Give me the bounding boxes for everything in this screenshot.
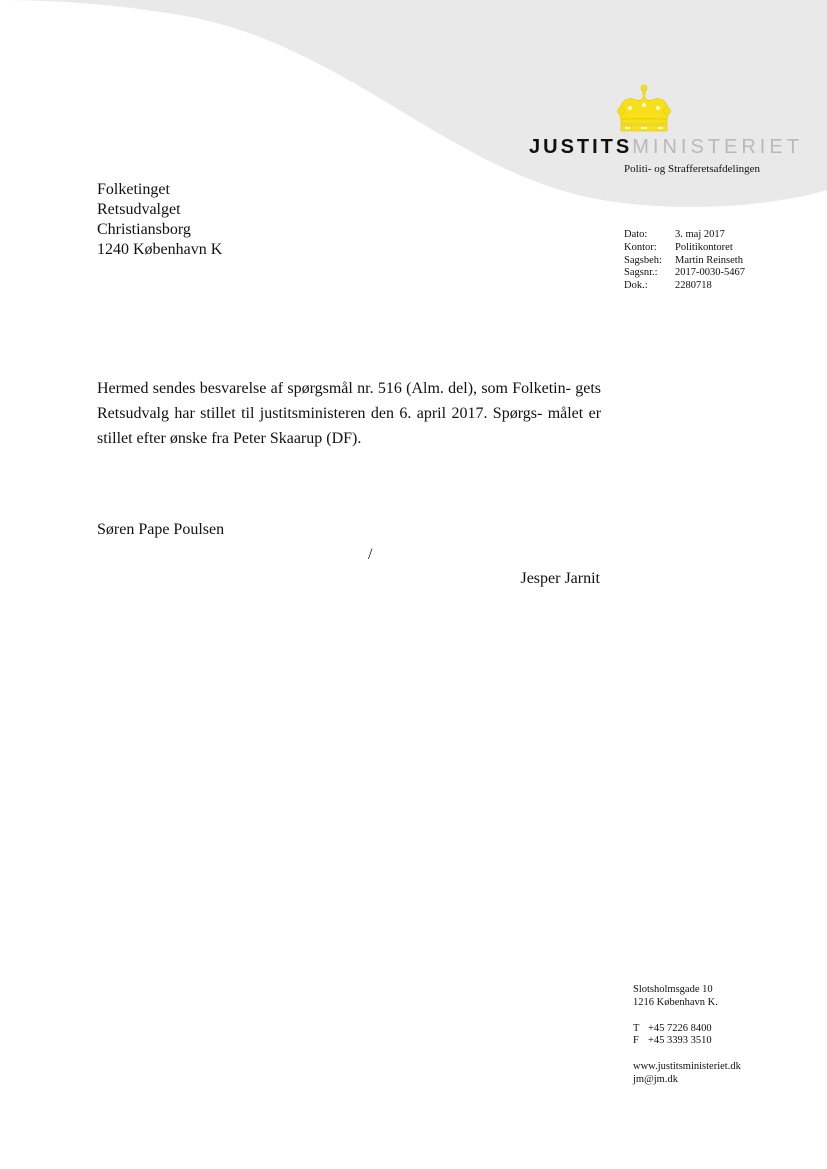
minister-signature: Søren Pape Poulsen xyxy=(97,521,225,538)
recipient-line: Retsudvalget xyxy=(97,201,181,218)
meta-value: Politikontoret xyxy=(675,241,733,253)
email-link[interactable]: jm@jm.dk xyxy=(633,1073,678,1085)
crown-icon xyxy=(615,83,673,133)
fax-number: +45 3393 3510 xyxy=(648,1035,712,1047)
recipient-line: Folketinget xyxy=(97,181,170,198)
meta-key: Sagsbeh: xyxy=(624,254,662,266)
meta-row-office xyxy=(624,242,745,255)
logo-word-light: MINISTERIET xyxy=(632,136,803,158)
body-line: gets Retsudvalg har stillet til justitsministeren den 6. april 2017. Spørgs- xyxy=(97,380,601,422)
logo-word-bold: JUSTITS xyxy=(529,136,633,158)
address-line: Slotsholmsgade 10 xyxy=(633,984,713,995)
meta-value: 2017-0030-5467 xyxy=(675,267,745,279)
recipient-line: Christiansborg xyxy=(97,221,191,238)
meta-row-date xyxy=(624,229,745,242)
phone-row xyxy=(633,1023,741,1036)
fax-label: F xyxy=(633,1035,639,1047)
meta-value: 2280718 xyxy=(675,280,712,292)
body-line: Hermed sendes besvarelse af spørgsmål nr. 516 (Alm. del), som Folketin- xyxy=(97,380,571,397)
website-link[interactable]: www.justitsministeriet.dk xyxy=(633,1061,741,1073)
recipient-line: 1240 København K xyxy=(97,241,223,258)
meta-row-case-number xyxy=(624,267,745,280)
letter-body xyxy=(97,376,601,451)
address-line: 1216 København K. xyxy=(633,996,718,1008)
ministry-logo-wordmark xyxy=(529,136,803,158)
phone-number: +45 7226 8400 xyxy=(648,1022,712,1034)
signature-separator: / xyxy=(368,546,373,563)
body-line: målet er stillet efter ønske fra Peter Skaarup (DF). xyxy=(97,405,602,447)
meta-key: Kontor: xyxy=(624,241,657,253)
meta-row-case-handler xyxy=(624,255,745,268)
contact-footer xyxy=(633,984,741,1087)
meta-row-document-number xyxy=(624,280,745,293)
recipient-address xyxy=(97,180,222,260)
meta-value: Martin Reinseth xyxy=(675,254,743,266)
meta-value: 3. maj 2017 xyxy=(675,229,725,240)
fax-row xyxy=(633,1035,741,1048)
meta-key: Dato: xyxy=(624,229,648,240)
meta-key: Sagsnr.: xyxy=(624,267,658,279)
document-meta xyxy=(624,229,745,293)
phone-label: T xyxy=(633,1022,640,1034)
official-signature: Jesper Jarnit xyxy=(520,570,600,587)
department-name: Politi- og Strafferetsafdelingen xyxy=(624,163,761,175)
meta-key: Dok.: xyxy=(624,280,648,292)
